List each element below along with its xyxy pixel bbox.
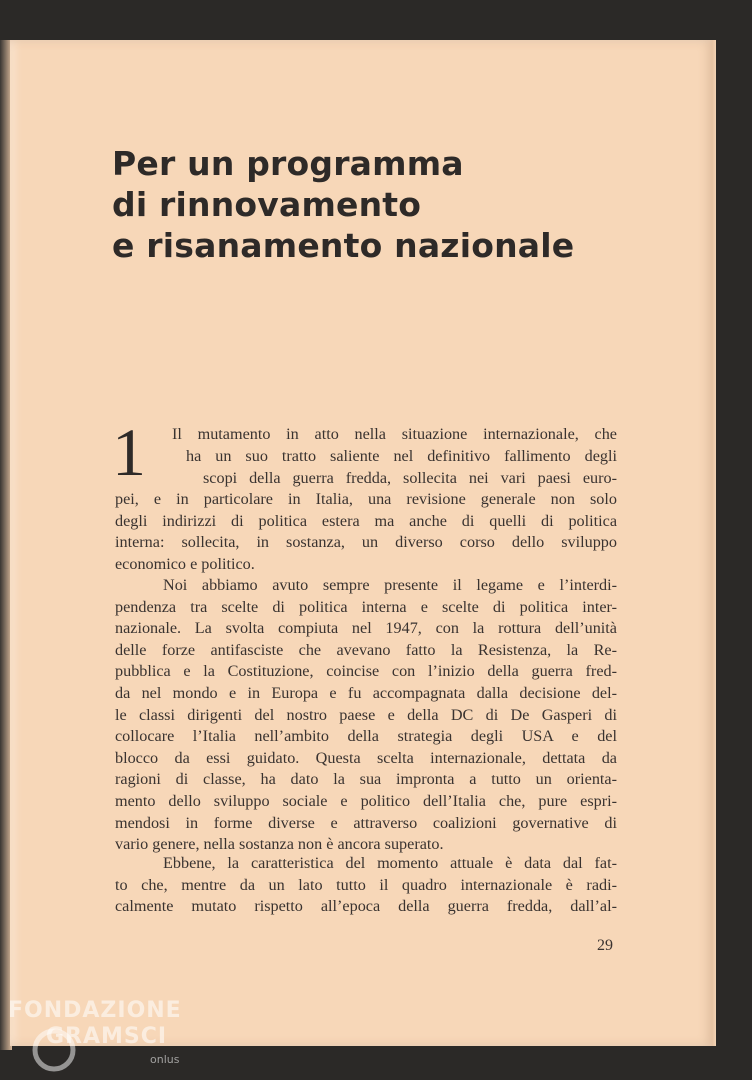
page-number: 29 [597, 937, 613, 954]
watermark-text-3: onlus [150, 1053, 180, 1066]
text-line: delle forze antifasciste che avevano fatto la Resistenza, la Re- [115, 640, 617, 659]
section-number: 1 [112, 414, 146, 490]
text-line: economico e politico. [115, 554, 255, 573]
paragraph-1-opening [186, 446, 617, 468]
text-line: pendenza tra scelte di politica interna e scelte di politica inter- [115, 597, 617, 616]
text-line: Ebbene, la caratteristica del momento attuale è data dal fat- [163, 854, 617, 872]
title-line-1: Per un programma [112, 144, 464, 183]
page-edge [712, 40, 716, 1046]
text-line: da nel mondo e in Europa e fu accompagnata dalla decisione del- [115, 683, 617, 702]
text-line: vario genere, nella sostanza non è ancora superato. [115, 835, 444, 854]
text-line: nazionale. La svolta compiuta nel 1947, con la rottura dell’unità [115, 619, 617, 638]
watermark-text-1: FONDAZIONE [8, 998, 182, 1023]
text-line: interna: sollecita, in sostanza, un diverso corso dello sviluppo [115, 533, 617, 552]
text-line: Il mutamento in atto nella situazione internazionale, che [172, 425, 617, 443]
page-title [112, 143, 574, 266]
title-line-2: di rinnovamento [112, 185, 422, 224]
text-line: degli indirizzi di politica estera ma anche di quelli di politica [115, 511, 617, 530]
paragraph-2 [115, 575, 617, 856]
text-line: ha un suo tratto saliente nel definitivo fallimento degli [186, 447, 617, 465]
paragraph-1-opening [203, 468, 617, 490]
text-line: pei, e in particolare in Italia, una revisione generale non solo [115, 490, 617, 508]
text-line: collocare l’Italia nell’ambito della strategia degli USA e del [115, 727, 617, 746]
text-line: ragioni di classe, ha dato la sua impronta a tutto un orienta- [115, 770, 617, 789]
text-line: mento dello sviluppo sociale e politico dell’Italia che, pure espri- [115, 791, 617, 810]
paragraph-1-opening [172, 424, 617, 446]
text-line: mendosi in forme diverse e attraverso coalizioni governative di [115, 813, 617, 832]
watermark-logo [8, 998, 208, 1078]
text-line: scopi della guerra fredda, sollecita nei vari paesi euro- [203, 469, 617, 487]
text-line: calmente mutato rispetto all’epoca della guerra fredda, dall’al- [115, 897, 617, 916]
text-line: pubblica e la Costituzione, coincise con l’inizio della guerra fred- [115, 662, 617, 681]
text-line: to che, mentre da un lato tutto il quadro internazionale è radi- [115, 875, 617, 894]
text-line: Noi abbiamo avuto sempre presente il legame e l’interdi- [163, 576, 617, 594]
paragraph-3 [115, 853, 617, 918]
paragraph-1 [115, 489, 617, 575]
text-line: le classi dirigenti del nostro paese e della DC di De Gasperi di [115, 705, 617, 724]
text-line: blocco da essi guidato. Questa scelta internazionale, dettata da [115, 748, 617, 767]
title-line-3: e risanamento nazionale [112, 226, 575, 265]
watermark-text-2: GRAMSCI [46, 1024, 168, 1049]
